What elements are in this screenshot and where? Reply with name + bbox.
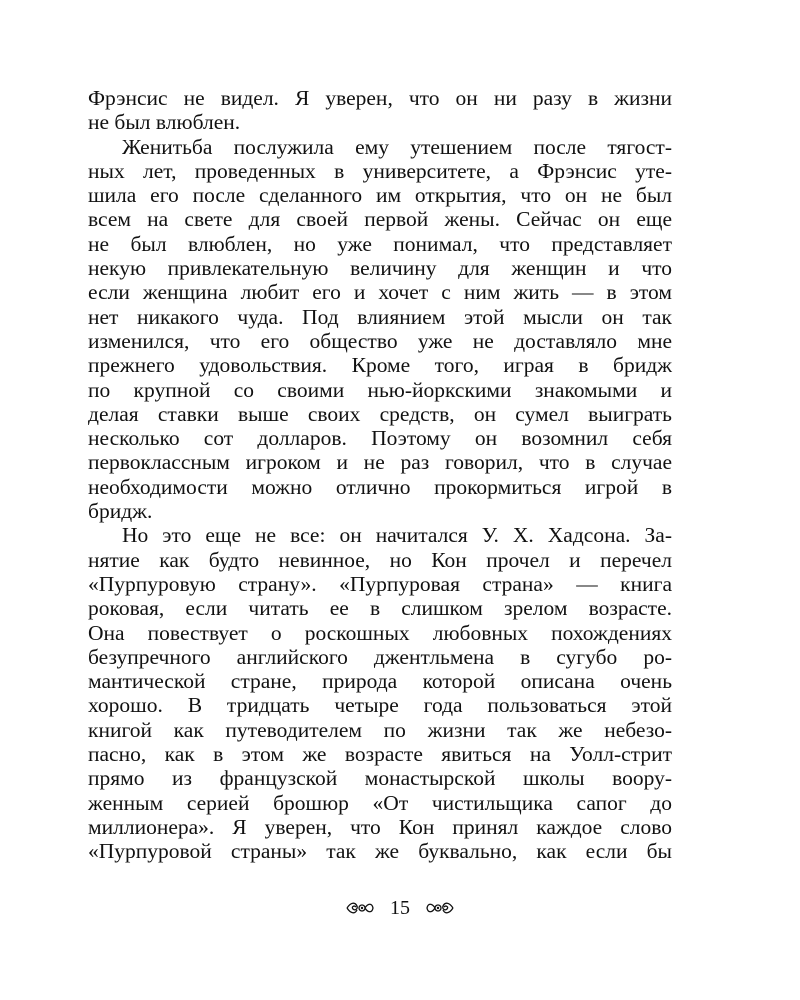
text-line: миллионера». Я уверен, что Кон принял каждое слово <box>88 814 672 839</box>
text-line: изменился, что его общество уже не доставляло мне <box>88 328 672 353</box>
right-ornament-icon <box>425 900 455 916</box>
text-line: не был влюблен. <box>88 110 241 135</box>
text-line: «Пурпуровой страны» так же буквально, как если бы <box>88 839 672 864</box>
text-line: если женщина любит его и хочет с ним жить — в этом <box>88 280 672 305</box>
text-line: безупречного английского джентльмена в сугубо ро- <box>88 644 672 669</box>
text-line: «Пурпуровую страну». «Пурпуровая страна» — книга <box>88 571 672 596</box>
text-line: пасно, как в этом же возрасте явиться на Уолл-стрит <box>88 742 672 767</box>
text-line: Женитьба послужила ему утешением после тягост- <box>122 134 672 159</box>
text-line: прежнего удовольствия. Кроме того, играя в бридж <box>88 353 672 378</box>
text-line: бридж. <box>88 499 153 524</box>
text-line: мантической стране, природа которой описана очень <box>88 669 672 694</box>
text-line: Но это еще не все: он начитался У. Х. Хадсона. За- <box>122 523 672 548</box>
text-line: всем на свете для своей первой жены. Сейчас он еще <box>88 207 672 232</box>
text-line: книгой как путеводителем по жизни так же небезо- <box>88 717 672 742</box>
text-line: некую привлекательную величину для женщин и что <box>88 256 672 281</box>
text-line: несколько сот долларов. Поэтому он возомнил себя <box>88 426 672 451</box>
text-line: не был влюблен, но уже понимал, что представляет <box>88 231 672 256</box>
text-line: прямо из французской монастырской школы воору- <box>88 766 672 791</box>
text-line: первоклассным игроком и не раз говорил, что в случае <box>88 450 672 475</box>
text-line: Фрэнсис не видел. Я уверен, что он ни разу в жизни <box>88 86 672 110</box>
page-number: 15 <box>390 896 410 919</box>
body-text <box>88 86 672 864</box>
text-line: нятие как будто невинное, но Кон прочел и перечел <box>88 547 672 572</box>
text-line: шила его после сделанного им открытия, что он не был <box>88 183 672 208</box>
left-ornament-icon <box>345 900 375 916</box>
text-line: роковая, если читать ее в слишком зрелом возрасте. <box>88 596 672 621</box>
text-line: женным серией брошюр «От чистильщика сапог до <box>88 790 672 815</box>
text-line: Она повествует о роскошных любовных похождениях <box>88 620 672 645</box>
text-line: необходимости можно отлично прокормиться игрой в <box>88 474 672 499</box>
text-line: хорошо. В тридцать четыре года пользоваться этой <box>88 693 672 718</box>
text-line: нет никакого чуда. Под влиянием этой мысли он так <box>88 304 672 329</box>
text-line: делая ставки выше своих средств, он сумел выиграть <box>88 401 672 426</box>
text-line: ных лет, проведенных в университете, а Фрэнсис уте- <box>88 158 672 183</box>
text-line: по крупной со своими нью-йоркскими знакомыми и <box>88 377 672 402</box>
page-footer <box>0 896 800 920</box>
